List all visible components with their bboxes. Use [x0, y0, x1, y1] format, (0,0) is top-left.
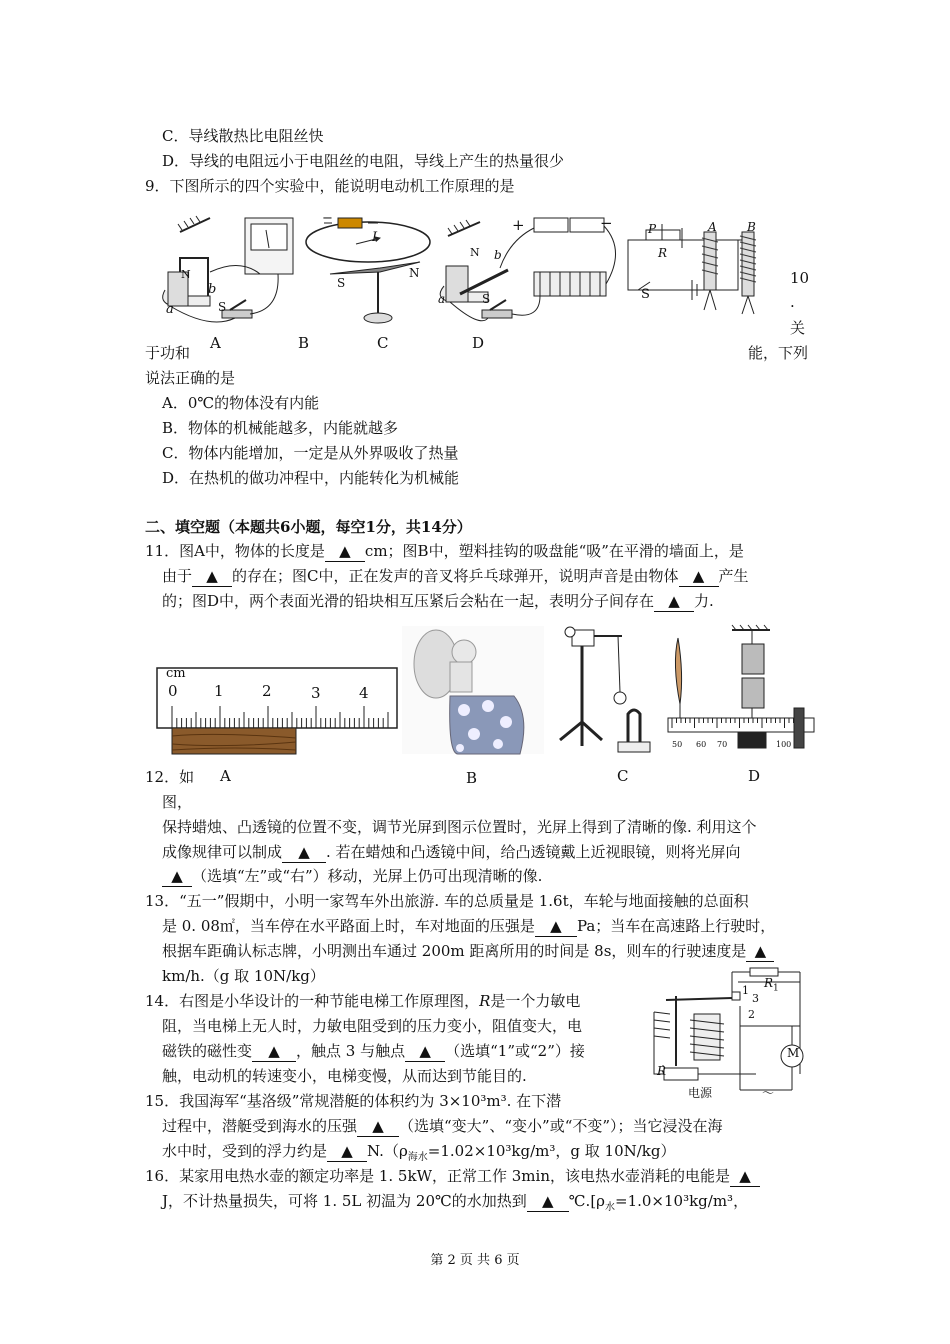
q11-ruler-tick-1: 1 [214, 682, 224, 700]
q8-option-d: D．导线的电阻远小于电阻丝的电阻，导线上产生的热量很少 [162, 152, 565, 170]
q9-fig-e-a: A [708, 220, 717, 234]
q10-option-c: C．物体内能增加，一定是从外界吸收了热量 [162, 444, 459, 462]
q9-label-c: C [377, 334, 389, 352]
q9-fig-b-minus: − [322, 211, 333, 226]
q11-blank-2[interactable]: ▲ [192, 566, 232, 587]
q11-ruler-unit: cm [166, 666, 186, 681]
q11-figure-b-hook [402, 626, 544, 754]
q15-blank-2[interactable]: ▲ [327, 1141, 367, 1162]
q9-fig-e-p: P [648, 222, 657, 236]
q11-label-b: B [466, 769, 478, 787]
q11-line3: 的；图D中，两个表面光滑的铅块相互压紧后会粘在一起，表明分子间存在 ▲ 力. [162, 592, 714, 610]
q9-fig-b-s: S [337, 276, 346, 290]
q9-fig-d-plus: + [512, 216, 525, 234]
q16-line1: 16．某家用电热水壶的额定功率是 1. 5kW，正常工作 3min，该电热水壶消耗的电能是 ▲ [145, 1166, 760, 1187]
q9-label-d: D [472, 334, 485, 352]
q11-figure-c-tuning-fork [552, 622, 682, 762]
q9-fig-e-b: B [747, 220, 756, 234]
q11-scale-70: 70 [717, 740, 728, 749]
q13-line4: km/h.（g 取 10N/kg） [162, 967, 325, 985]
page-footer: 第 2 页 共 6 页 [430, 1253, 520, 1268]
q13-blank-2[interactable]: ▲ [746, 941, 774, 962]
q9-fig-e-s: S [641, 287, 650, 302]
q14-blank-2[interactable]: ▲ [405, 1041, 445, 1062]
q16-blank-1[interactable]: ▲ [730, 1166, 760, 1187]
q11-ruler-tick-0: 0 [168, 682, 178, 700]
q12-line3: 成像规律可以制成 ▲ . 若在蜡烛和凸透镜中间，给凸透镜戴上近视眼镜，则将光屏向 [162, 843, 741, 861]
q9-fig-a-b: b [208, 282, 217, 297]
q11-blank-1[interactable]: ▲ [325, 541, 365, 562]
q14-fig-contact-3: 3 [752, 992, 759, 1005]
q14-fig-motor: M [787, 1046, 800, 1060]
q14-fig-contact-1: 1 [742, 984, 749, 997]
q12-line4: ▲ （选填“左”或“右”）移动，光屏上仍可出现清晰的像. [162, 866, 542, 887]
q9-fig-a-a: a [166, 302, 174, 317]
section2-title: 二、填空题（本题共6小题，每空1分，共14分） [145, 518, 472, 536]
q11-line1: 11．图A中，物体的长度是 ▲ cm；图B中，塑料挂钩的吸盘能“吸”在平滑的墙面上，是 [145, 542, 744, 560]
q9-fig-d-n: N [470, 246, 480, 259]
q10-option-a: A．0℃的物体没有内能 [162, 394, 320, 412]
q10-line1-right: 能，下列 [748, 344, 809, 362]
q10-line2: 说法正确的是 [145, 369, 236, 387]
q14-fig-source: 电源 [688, 1086, 713, 1100]
q14-blank-1[interactable]: ▲ [252, 1041, 296, 1062]
q14-figure-elevator-circuit [636, 966, 808, 1098]
q14-fig-ac: ～ [762, 1086, 775, 1100]
q14-line1: 14．右图是小华设计的一种节能电梯工作原理图，R是一个力敏电 [145, 992, 581, 1010]
q11-ruler-tick-3: 3 [311, 684, 321, 702]
q15-blank-1[interactable]: ▲ [357, 1116, 399, 1137]
q10-line1-left: 于功和 [145, 344, 191, 362]
q13-line3: 根据车距确认标志牌，小明测出车通过 200m 距离所用的时间是 8s，则车的行驶速度是 ▲ [162, 941, 774, 962]
q13-line2: 是 0. 08㎡，当车停在水平路面上时，车对地面的压强是 ▲ Pa；当车在高速路上行驶时， [162, 917, 776, 935]
q9-fig-e-r: R [658, 246, 668, 260]
q13-line1: 13．“五一”假期中，小明一家驾车外出旅游. 车的总质量是 1.6t，车轮与地面接触的总面积 [145, 892, 749, 910]
q12-blank-2[interactable]: ▲ [162, 866, 192, 887]
q11-ruler-tick-2: 2 [262, 682, 272, 700]
q9-fig-d-s: S [482, 292, 491, 306]
q11-label-d: D [748, 767, 761, 785]
q16-line2: J，不计热量损失，可将 1. 5L 初温为 20℃的水加热到 ▲ $℃.[\rho_水=1.0\times 10^3kg/m^3$， [162, 1192, 749, 1213]
q15-line3: 水中时，受到的浮力约是 ▲ $N.(\rho_{海水}=1.02\times 10^3kg/m^3$，g 取 10N/kg） [162, 1142, 676, 1163]
q14-fig-r: R [657, 1064, 667, 1078]
q14-line2: 阻，当电梯上无人时，力敏电阻受到的压力变小，阻值变大，电 [162, 1017, 583, 1035]
q9-fig-d-a: a [438, 292, 446, 306]
q12-blank-1[interactable]: ▲ [282, 842, 326, 863]
q9-fig-b-current: I [372, 230, 378, 245]
q12-line1b: 图， [162, 793, 193, 811]
q9-fig-a-s: S [218, 300, 227, 314]
q12-line1a: 12．如 [145, 768, 195, 786]
q10-number: 10 [790, 269, 810, 287]
q11-blank-4[interactable]: ▲ [654, 591, 694, 612]
q9-figure-electromagnets [622, 218, 782, 318]
q15-line2: 过程中，潜艇受到海水的压强 ▲ （选填“变大”、“变小”或“不变”）；当它浸没在海 [162, 1117, 723, 1135]
q9-label-a: A [210, 334, 221, 352]
q11-label-c: C [617, 767, 629, 785]
q11-label-a: A [220, 767, 231, 785]
q11-ruler-tick-4: 4 [359, 684, 369, 702]
q9-stem: 9．下图所示的四个实验中，能说明电动机工作原理的是 [145, 177, 515, 195]
q10-guan: 关 [790, 319, 806, 337]
q11-scale-60: 60 [696, 740, 707, 749]
q11-scale-50: 50 [672, 740, 683, 749]
q9-fig-d-minus: − [600, 214, 613, 232]
q16-blank-2[interactable]: ▲ [527, 1191, 569, 1212]
q10-option-d: D．在热机的做功冲程中，内能转化为机械能 [162, 469, 460, 487]
q15-line1: 15．我国海军“基洛级”常规潜艇的体积约为 3×10³m³. 在下潜 [145, 1092, 562, 1110]
q10-dot: . [790, 293, 795, 311]
q9-fig-a-n: N [181, 268, 191, 281]
q11-line2: 由于 ▲ 的存在；图C中，正在发声的音叉将乒乓球弹开，说明声音是由物体 ▲ 产生 [162, 567, 749, 585]
q11-figure-d-lead-blocks [668, 624, 814, 758]
q13-blank-1[interactable]: ▲ [535, 916, 577, 937]
q8-option-c: C．导线散热比电阻丝快 [162, 127, 324, 145]
q14-fig-r1: $R_1$ [764, 976, 779, 994]
q11-blank-3[interactable]: ▲ [679, 566, 719, 587]
q14-line3: 磁铁的磁性变 ▲ ，触点 3 与触点 ▲ （选填“1”或“2”）接 [162, 1042, 585, 1060]
q9-label-b: B [298, 334, 310, 352]
q9-figure-a [150, 210, 310, 330]
q14-line4: 触，电动机的转速变小，电梯变慢，从而达到节能目的. [162, 1067, 527, 1085]
q12-line2: 保持蜡烛、凸透镜的位置不变，调节光屏到图示位置时，光屏上得到了清晰的像. 利用这个 [162, 818, 757, 836]
q10-option-b: B．物体的机械能越多，内能就越多 [162, 419, 399, 437]
q11-figure-a-ruler [156, 664, 401, 758]
q14-fig-contact-2: 2 [748, 1008, 755, 1021]
q9-fig-b-n: N [409, 266, 420, 280]
q11-scale-100: 100 [776, 740, 792, 749]
q9-fig-d-b: b [494, 248, 502, 262]
